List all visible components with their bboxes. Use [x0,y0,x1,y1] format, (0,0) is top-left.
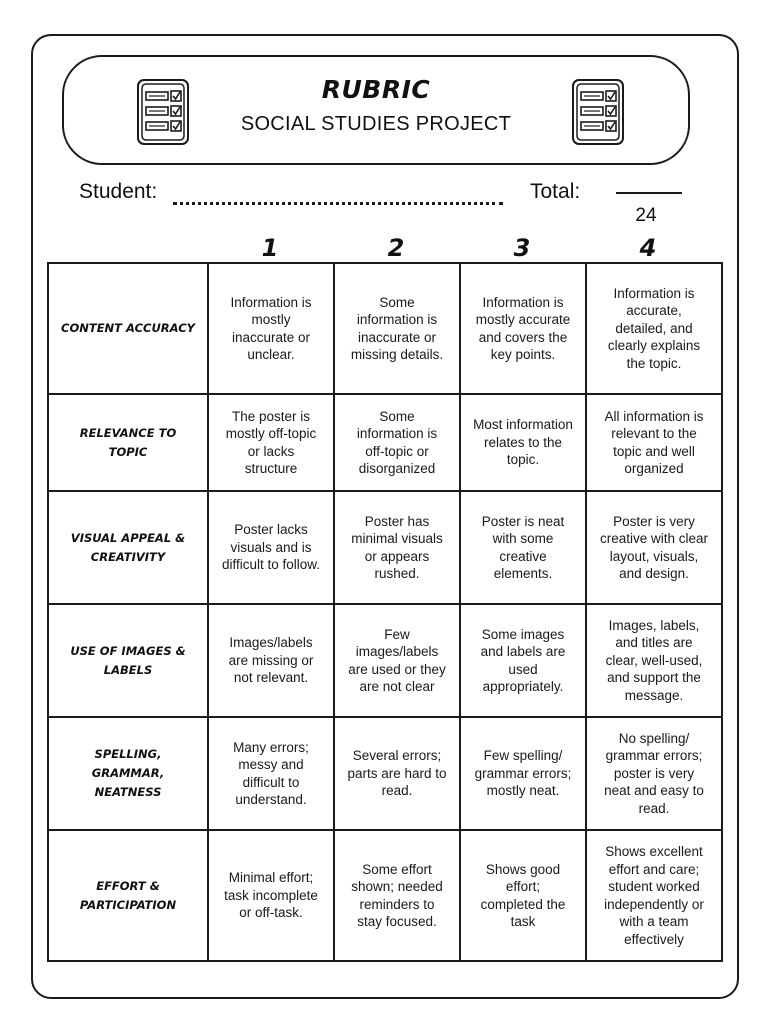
rubric-table [47,262,723,962]
header-banner [62,55,690,165]
rubric-cell: Few images/labels are used or they are not clear [334,604,460,717]
student-name-field[interactable] [173,202,503,205]
student-label: Student: [79,180,158,203]
rubric-cell: Poster lacks visuals and is difficult to follow. [208,491,334,604]
rubric-row-relevance-to-topic [48,394,722,491]
rubric-cell: Information is mostly inaccurate or unclear. [208,263,334,394]
rubric-cell: Shows good effort; completed the task [460,830,586,961]
rubric-row-images-labels [48,604,722,717]
criterion-label: SPELLING, GRAMMAR, NEATNESS [48,717,208,830]
column-header-2: 2 [387,234,405,262]
criterion-label: RELEVANCE TO TOPIC [48,394,208,491]
criterion-label: USE OF IMAGES & LABELS [48,604,208,717]
total-label: Total: [530,180,581,203]
rubric-cell: Many errors; messy and difficult to understand. [208,717,334,830]
rubric-row-effort-participation [48,830,722,961]
column-header-4: 4 [639,234,657,262]
page-title: RUBRIC [321,75,431,104]
rubric-cell: Poster is neat with some creative elements. [460,491,586,604]
rubric-cell: Information is mostly accurate and covers the key points. [460,263,586,394]
rubric-cell: Most information relates to the topic. [460,394,586,491]
rubric-cell: The poster is mostly off-topic or lacks structure [208,394,334,491]
rubric-cell: All information is relevant to the topic and well organized [586,394,722,491]
rubric-cell: Poster has minimal visuals or appears rushed. [334,491,460,604]
rubric-row-visual-appeal [48,491,722,604]
rubric-cell: Some images and labels are used appropriately. [460,604,586,717]
total-score-field[interactable] [616,192,682,194]
rubric-cell: Information is accurate, detailed, and clearly explains the topic. [586,263,722,394]
criterion-label: EFFORT & PARTICIPATION [48,830,208,961]
rubric-cell: Shows excellent effort and care; student worked independently or with a team effectively [586,830,722,961]
checklist-clipboard-icon [571,78,625,146]
rubric-row-content-accuracy [48,263,722,394]
criterion-label: CONTENT ACCURACY [48,263,208,394]
rubric-cell: Some information is inaccurate or missing details. [334,263,460,394]
total-max-score: 24 [635,205,657,226]
page-subtitle: SOCIAL STUDIES PROJECT [240,113,512,135]
rubric-cell: Images/labels are missing or not relevant. [208,604,334,717]
rubric-cell: Minimal effort; task incomplete or off-task. [208,830,334,961]
rubric-cell: Poster is very creative with clear layout, visuals, and design. [586,491,722,604]
rubric-cell: Several errors; parts are hard to read. [334,717,460,830]
rubric-cell: Some effort shown; needed reminders to stay focused. [334,830,460,961]
rubric-row-spelling-grammar [48,717,722,830]
column-header-3: 3 [513,234,531,262]
rubric-cell: Some information is off-topic or disorganized [334,394,460,491]
rubric-cell: No spelling/ grammar errors; poster is very neat and easy to read. [586,717,722,830]
rubric-cell: Images, labels, and titles are clear, well-used, and support the message. [586,604,722,717]
criterion-label: VISUAL APPEAL & CREATIVITY [48,491,208,604]
column-header-1: 1 [261,234,279,262]
rubric-cell: Few spelling/ grammar errors; mostly neat. [460,717,586,830]
